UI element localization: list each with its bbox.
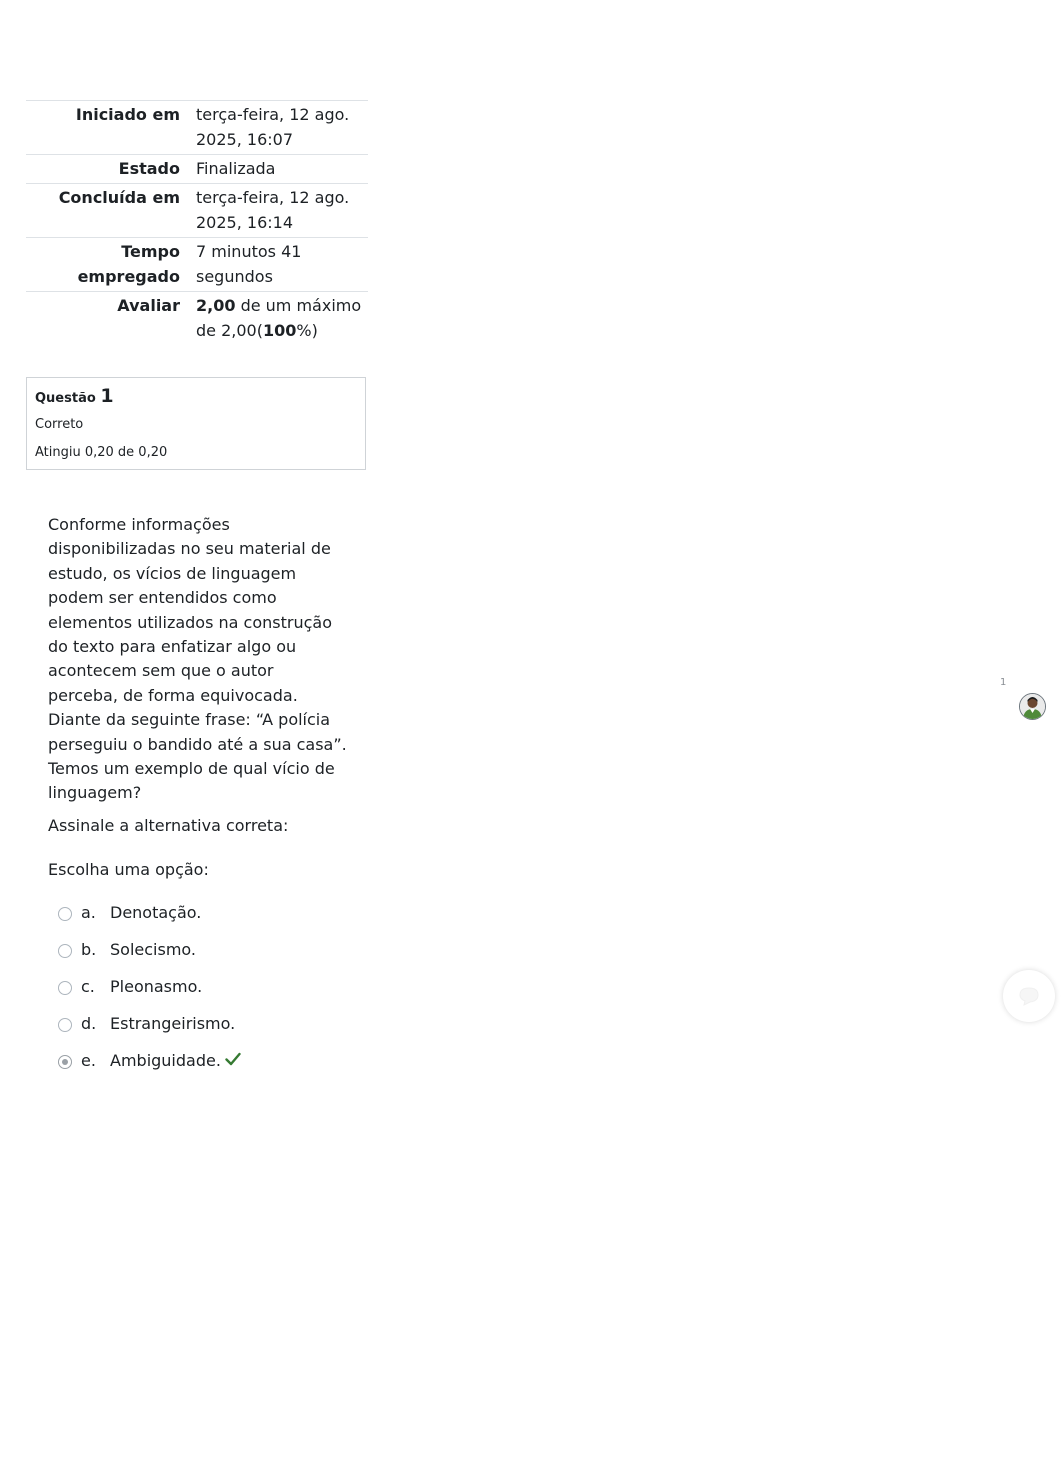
avatar-icon bbox=[1020, 694, 1045, 719]
question-instruction: Assinale a alternativa correta: bbox=[48, 815, 289, 835]
radio-button-selected[interactable] bbox=[58, 1055, 72, 1069]
check-icon-svg bbox=[225, 1052, 241, 1066]
page-indicator: 1 bbox=[1000, 677, 1007, 688]
attempt-summary-table bbox=[26, 100, 368, 345]
option-text: Estrangeirismo. bbox=[110, 1014, 236, 1033]
question-info-box bbox=[26, 377, 366, 470]
question-prefix: Questão bbox=[35, 391, 96, 406]
grade-value bbox=[196, 292, 368, 346]
answer-option-e[interactable] bbox=[56, 1042, 376, 1079]
question-state: Correto bbox=[35, 417, 84, 432]
summary-value: 7 minutos 41 segundos bbox=[196, 242, 302, 286]
summary-row-completed bbox=[26, 184, 368, 238]
summary-label: Estado bbox=[118, 159, 180, 178]
option-text: Solecismo. bbox=[110, 940, 196, 959]
grade-percent: 100 bbox=[262, 321, 297, 340]
radio-button[interactable] bbox=[58, 1018, 72, 1032]
question-number-value: 1 bbox=[100, 385, 114, 407]
answer-option-a[interactable] bbox=[56, 894, 376, 931]
check-icon bbox=[225, 1051, 241, 1070]
summary-row-grade bbox=[26, 292, 368, 346]
summary-row-state bbox=[26, 155, 368, 184]
grade-text-end: %) bbox=[296, 321, 318, 340]
chat-icon bbox=[1016, 985, 1042, 1007]
radio-button[interactable] bbox=[58, 981, 72, 995]
assistant-avatar[interactable] bbox=[1019, 693, 1046, 720]
summary-label: Avaliar bbox=[117, 296, 180, 315]
question-text bbox=[48, 513, 348, 846]
answer-option-d[interactable] bbox=[56, 1005, 376, 1042]
answer-option-c[interactable] bbox=[56, 968, 376, 1005]
option-letter: e. bbox=[81, 1051, 96, 1070]
option-text: Denotação. bbox=[110, 903, 202, 922]
answer-list bbox=[56, 894, 376, 1079]
option-text: Pleonasmo. bbox=[110, 977, 203, 996]
option-text: Ambiguidade. bbox=[110, 1051, 221, 1070]
chat-float-button[interactable] bbox=[1003, 970, 1055, 1022]
summary-value: terça-feira, 12 ago. 2025, 16:14 bbox=[196, 188, 350, 232]
question-grade: Atingiu 0,20 de 0,20 bbox=[35, 445, 168, 460]
summary-label: Tempo empregado bbox=[77, 242, 180, 286]
summary-label: Iniciado em bbox=[75, 105, 180, 124]
question-body: Conforme informações disponibilizadas no seu material de estudo, os vícios de linguagem podem ser entendidos como elementos utilizados na construção do texto para enfatizar algo ou acontecem sem que o autor perceba, de forma equivocada. Diante da seguinte frase: “A polícia perseguiu o bandido até a sua casa”. Temos um exemplo de qual vício de linguagem? bbox=[48, 515, 347, 803]
summary-label: Concluída em bbox=[58, 188, 180, 207]
option-letter: a. bbox=[81, 903, 96, 922]
summary-value: Finalizada bbox=[196, 159, 276, 178]
option-letter: d. bbox=[81, 1014, 97, 1033]
summary-row-started bbox=[26, 101, 368, 155]
question-number bbox=[35, 384, 357, 411]
option-letter: c. bbox=[81, 977, 95, 996]
radio-button[interactable] bbox=[58, 907, 72, 921]
grade-score: 2,00 bbox=[196, 296, 236, 315]
answer-prompt: Escolha uma opção: bbox=[48, 860, 209, 879]
option-letter: b. bbox=[81, 940, 97, 959]
answer-option-b[interactable] bbox=[56, 931, 376, 968]
grade-text: de um máximo de 2,00( bbox=[196, 296, 362, 340]
summary-row-duration bbox=[26, 238, 368, 292]
radio-button[interactable] bbox=[58, 944, 72, 958]
summary-value: terça-feira, 12 ago. 2025, 16:07 bbox=[196, 105, 350, 149]
